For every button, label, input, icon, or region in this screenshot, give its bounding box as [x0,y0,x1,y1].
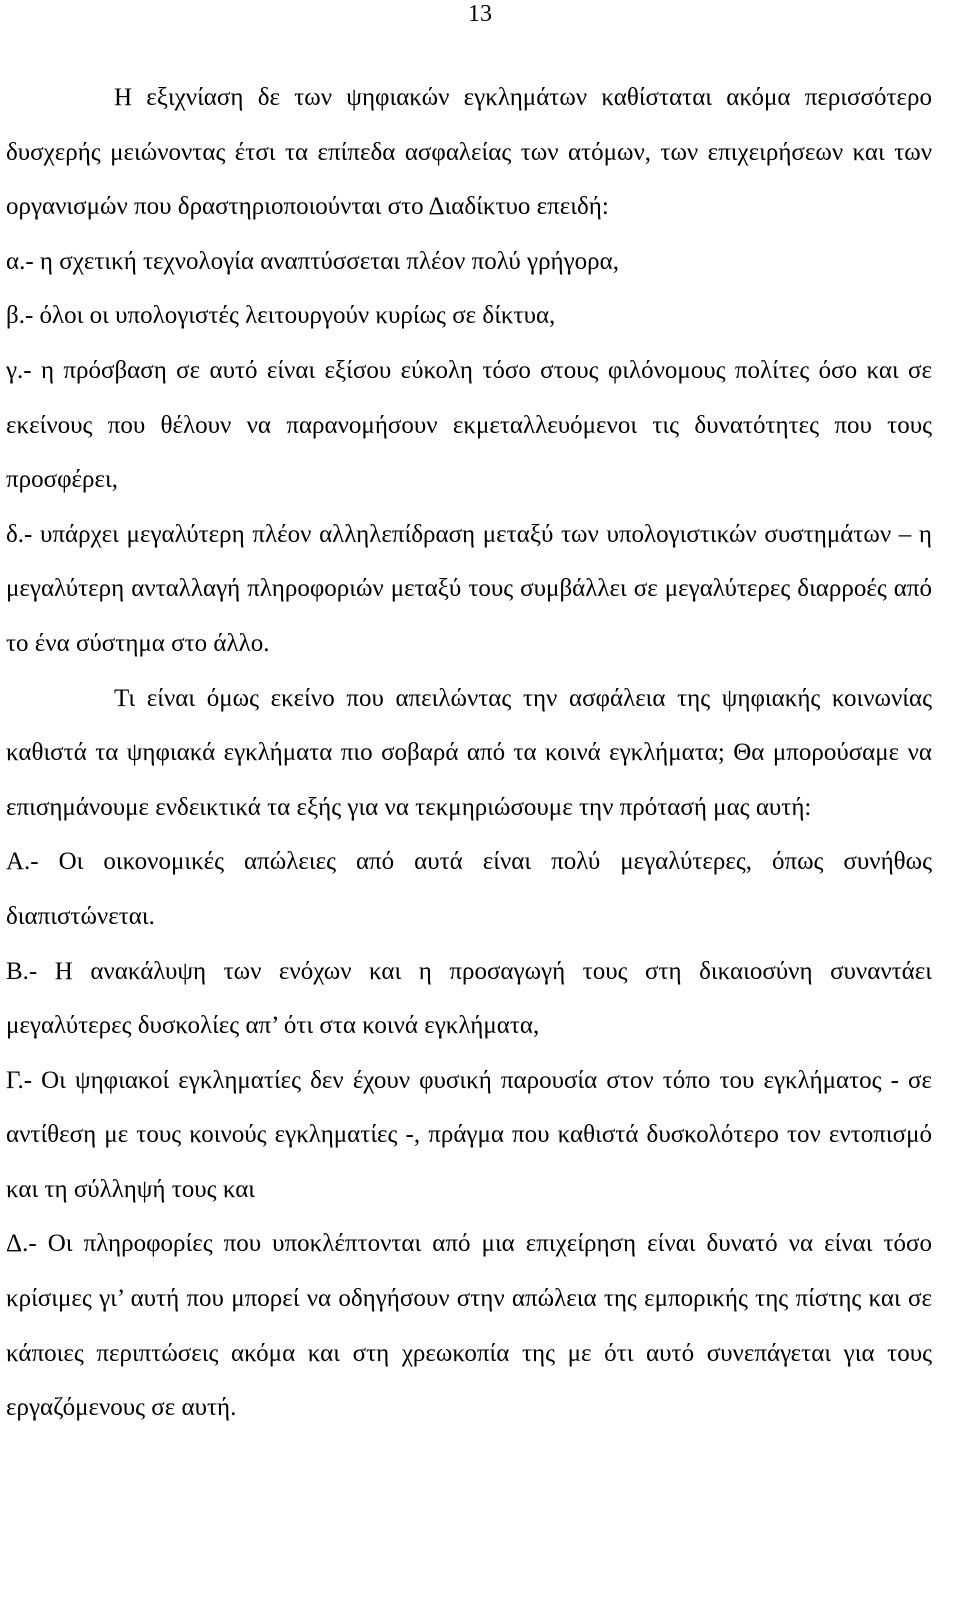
paragraph-question: Τι είναι όμως εκείνο που απειλώντας την ασφάλεια της ψηφιακής κοινωνίας καθιστά τα ψηφιακά εγκλήματα πιο σοβαρά από τα κοινά εγκλήματα; Θα μπορούσαμε να επισημάνουμε ενδεικτικά τα εξής για να τεκμηριώσουμε την πρότασή μας αυτή: [6,684,932,821]
list-item-B: Β.- Η ανακάλυψη των ενόχων και η προσαγωγή τους στη δικαιοσύνη συναντάει μεγαλύτερες δυσκολίες απ’ ότι στα κοινά εγκλήματα, [6,957,932,1040]
list-item-b: β.- όλοι οι υπολογιστές λειτουργούν κυρίως σε δίκτυα, [6,302,556,330]
list-item-D: Δ.- Οι πληροφορίες που υποκλέπτονται από μια επιχείρηση είναι δυνατό να είναι τόσο κρίσιμες γι’ αυτή που μπορεί να οδηγήσουν στην απώλεια της εμπορικής της πίστης και σε κάποιες περιπτώσεις ακόμα και στη χρεωκοπία της με ότι αυτό συνεπάγεται για τους εργαζόμενους σε αυτή. [6,1230,932,1422]
list-item-d: δ.- υπάρχει μεγαλύτερη πλέον αλληλεπίδραση μεταξύ των υπολογιστικών συστημάτων – η μεγαλύτερη ανταλλαγή πληροφοριών μεταξύ τους συμβάλλει σε μεγαλύτερες διαρροές από το ένα σύστημα στο άλλο. [6,520,932,657]
paragraph-intro: Η εξιχνίαση δε των ψηφιακών εγκλημάτων καθίσταται ακόμα περισσότερο δυσχερής μειώνοντας έτσι τα επίπεδα ασφαλείας των ατόμων, των επιχειρήσεων και των οργανισμών που δραστηριοποιούνται στο Διαδίκτυο επειδή: [6,84,932,221]
page-number: 13 [468,1,492,27]
list-item-A: Α.- Οι οικονομικές απώλειες από αυτά είναι πολύ μεγαλύτερες, όπως συνήθως διαπιστώνεται. [6,848,932,930]
list-item-a: α.- η σχετική τεχνολογία αναπτύσσεται πλέον πολύ γρήγορα, [6,247,620,275]
page-body [6,71,932,1436]
list-item-c: γ.- η πρόσβαση σε αυτό είναι εξίσου εύκολη τόσο στους φιλόνομους πολίτες όσο και σε εκείνους που θέλουν να παρανομήσουν εκμεταλλευόμενοι τις δυνατότητες που τους προσφέρει, [6,356,932,494]
list-item-C: Γ.- Οι ψηφιακοί εγκληματίες δεν έχουν φυσική παρουσία στον τόπο του εγκλήματος - σε αντίθεση με τους κοινούς εγκληματίες -, πράγμα που καθιστά δυσκολότερο τον εντοπισμό και τη σύλληψή τους και [6,1066,932,1203]
